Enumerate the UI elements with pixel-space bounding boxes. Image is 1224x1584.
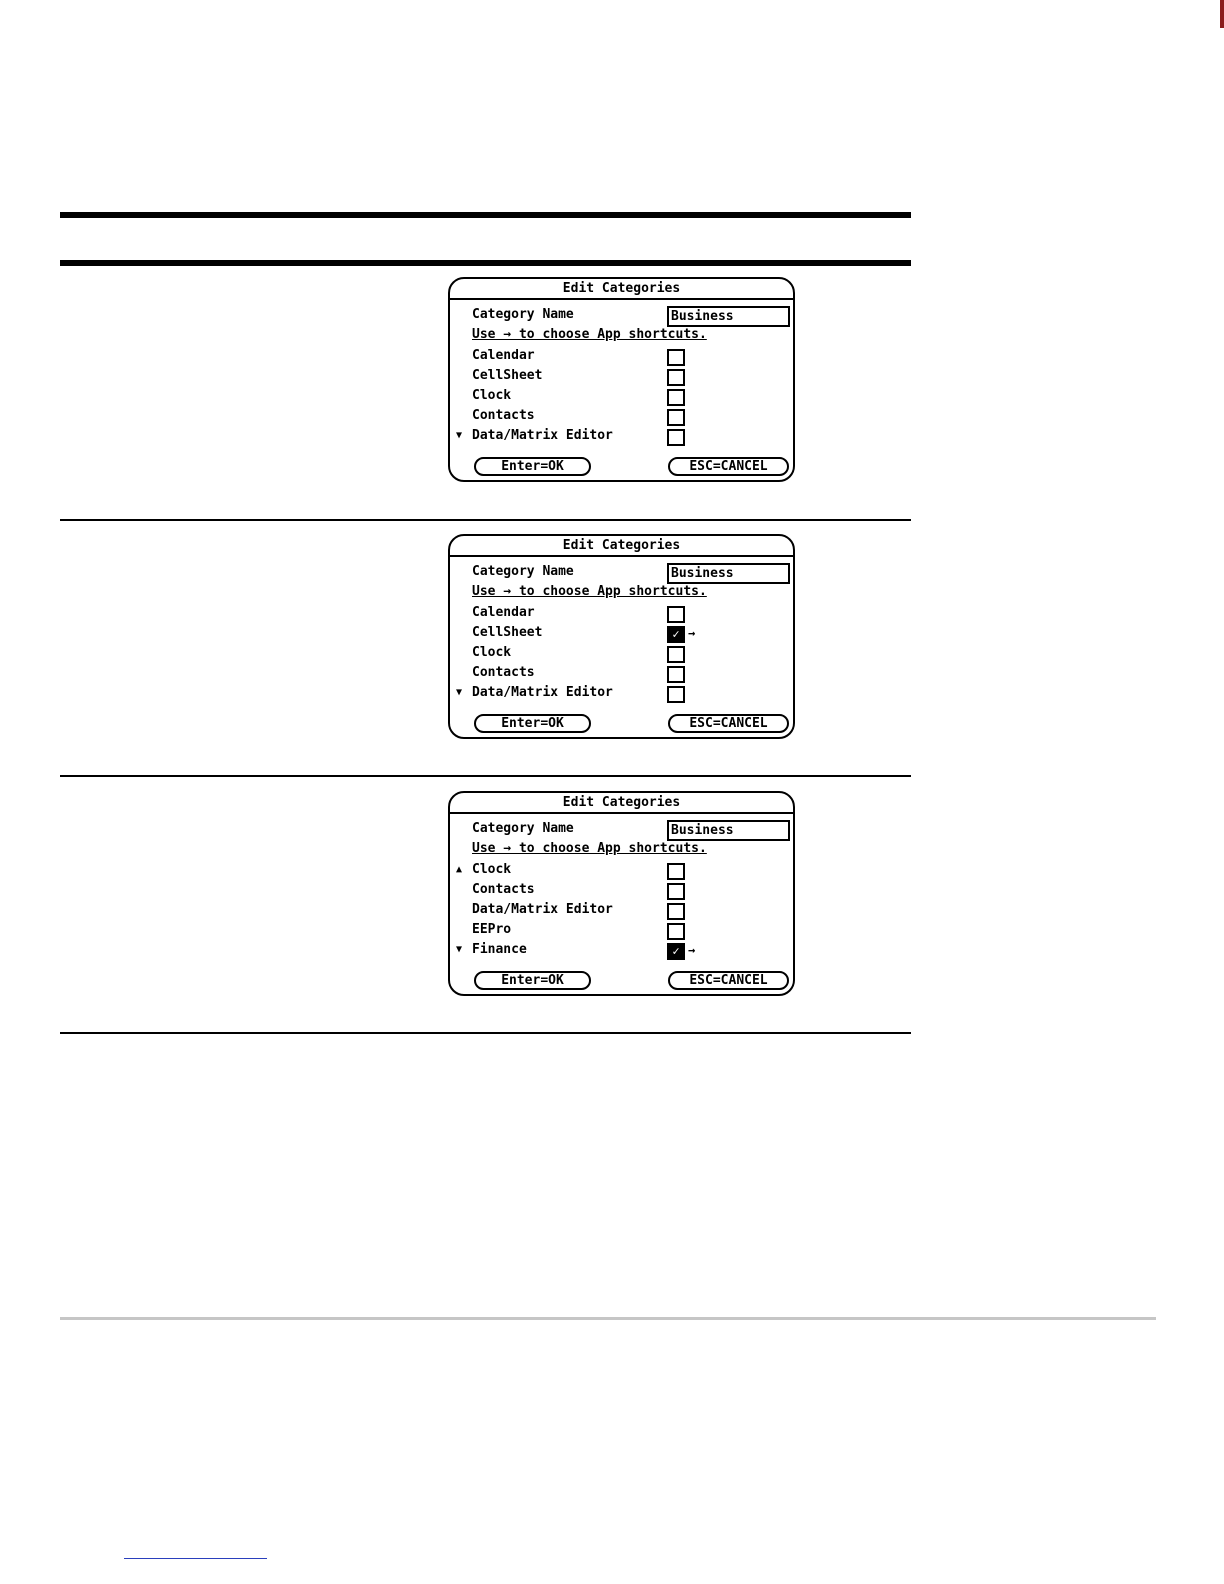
category-name-input[interactable] [667,306,790,327]
app-row-label: Calendar [472,605,535,620]
category-name-input[interactable] [667,563,790,584]
footer-rule [60,1317,1156,1320]
enter-ok-button[interactable]: Enter=OK [474,971,591,990]
app-row-label: Clock [472,388,512,403]
app-checkbox[interactable] [667,626,685,643]
app-row-label: Clock [472,645,512,660]
right-arrow-icon: → [688,943,696,957]
dialog-title: Edit Categories [562,281,681,296]
app-checkbox[interactable] [667,903,685,920]
app-checkbox[interactable] [667,923,685,940]
app-row-label: Data/Matrix Editor [472,685,613,700]
esc-cancel-button[interactable]: ESC=CANCEL [668,457,789,476]
app-checkbox[interactable] [667,863,685,880]
esc-cancel-button[interactable]: ESC=CANCEL [668,971,789,990]
app-checkbox[interactable] [667,686,685,703]
app-checkbox[interactable] [667,666,685,683]
app-row-label: CellSheet [472,625,543,640]
app-row-label: Data/Matrix Editor [472,428,613,443]
app-row-label: Contacts [472,665,535,680]
edit-categories-dialog [448,791,795,996]
app-row-label: Clock [472,862,512,877]
esc-cancel-button[interactable]: ESC=CANCEL [668,714,789,733]
shortcut-hint: Use → to choose App shortcuts. [472,841,707,856]
app-row-label: Contacts [472,408,535,423]
down-arrow-icon[interactable]: ▼ [456,944,463,955]
table-top-rule [60,212,911,218]
app-checkbox[interactable] [667,646,685,663]
app-checkbox[interactable] [667,606,685,623]
shortcut-hint: Use → to choose App shortcuts. [472,327,707,342]
app-row-label: Contacts [472,882,535,897]
checkmark-icon: ✓ [672,944,680,958]
category-name-input[interactable] [667,820,790,841]
title-divider [450,555,793,557]
category-name-label: Category Name [472,307,574,322]
enter-ok-button[interactable]: Enter=OK [474,714,591,733]
category-name-label: Category Name [472,821,574,836]
shortcut-hint: Use → to choose App shortcuts. [472,584,707,599]
up-arrow-icon[interactable]: ▲ [456,864,463,875]
edit-categories-dialog [448,534,795,739]
app-checkbox[interactable] [667,883,685,900]
footer-link[interactable] [124,1558,267,1559]
category-name-label: Category Name [472,564,574,579]
row-divider [60,775,911,777]
app-checkbox[interactable] [667,389,685,406]
row-divider [60,519,911,521]
app-checkbox[interactable] [667,369,685,386]
right-arrow-icon: → [688,626,696,640]
app-row-label: Finance [472,942,527,957]
row-divider [60,1032,911,1034]
app-row-label: CellSheet [472,368,543,383]
edit-categories-dialog [448,277,795,482]
app-checkbox[interactable] [667,349,685,366]
page-edge-marker [1220,0,1224,28]
down-arrow-icon[interactable]: ▼ [456,687,463,698]
app-checkbox[interactable] [667,943,685,960]
table-header-rule [60,260,911,266]
app-checkbox[interactable] [667,409,685,426]
app-row-label: Calendar [472,348,535,363]
dialog-title: Edit Categories [562,795,681,810]
enter-ok-button[interactable]: Enter=OK [474,457,591,476]
app-row-label: Data/Matrix Editor [472,902,613,917]
down-arrow-icon[interactable]: ▼ [456,430,463,441]
title-divider [450,812,793,814]
title-divider [450,298,793,300]
checkmark-icon: ✓ [672,627,680,641]
app-row-label: EEPro [472,922,512,937]
app-checkbox[interactable] [667,429,685,446]
dialog-title: Edit Categories [562,538,681,553]
